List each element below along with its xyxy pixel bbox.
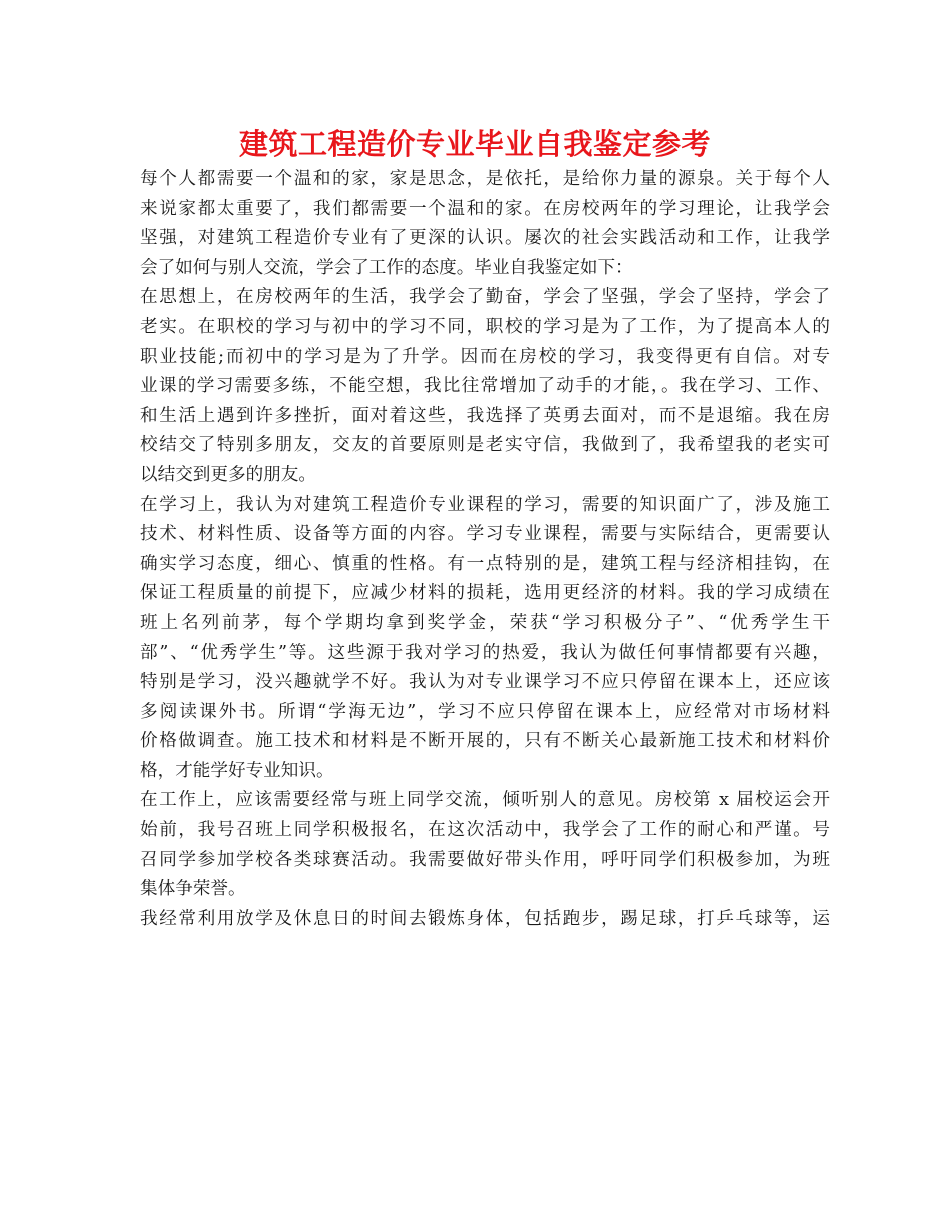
text-line: 集体争荣誉。 xyxy=(140,879,246,900)
text-line: 坚强，对建筑工程造价专业有了更深的认识。屡次的社会实践活动和工作，让我学 xyxy=(140,228,830,249)
text-line: 召同学参加学校各类球赛活动。我需要做好带头作用，呼吁同学们积极参加，为班 xyxy=(140,849,830,870)
text-line: 技术、材料性质、设备等方面的内容。学习专业课程，需要与实际结合，更需要认 xyxy=(140,524,830,545)
text-line: 确实学习态度，细心、慎重的性格。有一点特别的是，建筑工程与经济相挂钩，在 xyxy=(140,553,830,574)
text-line: 校结交了特别多朋友，交友的首要原则是老实守信，我做到了，我希望我的老实可 xyxy=(140,435,830,456)
text-line: 来说家都太重要了，我们都需要一个温和的家。在房校两年的学习理论，让我学会 xyxy=(140,198,830,219)
text-line: 价格做调查。施工技术和材料是不断开展的，只有不断关心最新施工技术和材料价 xyxy=(140,731,830,752)
text-line: 在思想上，在房校两年的生活，我学会了勤奋，学会了坚强，学会了坚持，学会了 xyxy=(140,287,830,308)
text-line: 会了如何与别人交流，学会了工作的态度。毕业自我鉴定如下： xyxy=(140,257,633,278)
text-line: 我经常利用放学及休息日的时间去锻炼身体，包括跑步，踢足球，打乒乓球等，运 xyxy=(140,908,830,929)
text-line: 保证工程质量的前提下，应减少材料的损耗，选用更经济的材料。我的学习成绩在 xyxy=(140,583,830,604)
text-line: 始前，我号召班上同学积极报名，在这次活动中，我学会了工作的耐心和严谨。号 xyxy=(140,820,830,841)
text-line: 格，才能学好专业知识。 xyxy=(140,760,334,781)
text-line: 班上名列前茅，每个学期均拿到奖学金，荣获“学习积极分子”、“优秀学生干 xyxy=(140,612,830,633)
text-line: 在学习上，我认为对建筑工程造价专业课程的学习，需要的知识面广了，涉及施工 xyxy=(140,494,830,515)
document-title: 建筑工程造价专业毕业自我鉴定参考 xyxy=(238,127,711,161)
text-line: 和生活上遇到许多挫折，面对着这些，我选择了英勇去面对，而不是退缩。我在房 xyxy=(140,405,830,426)
text-line: 部”、“优秀学生”等。这些源于我对学习的热爱，我认为做任何事情都要有兴趣， xyxy=(140,642,830,663)
text-line: 特别是学习，没兴趣就学不好。我认为对专业课学习不应只停留在课本上，还应该 xyxy=(140,672,830,693)
text-line: 业课的学习需要多练，不能空想，我比往常增加了动手的才能，。我在学习、工作、 xyxy=(140,376,830,397)
text-line: 老实。在职校的学习与初中的学习不同，职校的学习是为了工作，为了提高本人的 xyxy=(140,316,830,337)
text-line: 以结交到更多的朋友。 xyxy=(140,464,316,485)
text-line: 多阅读课外书。所谓“学海无边”，学习不应只停留在课本上，应经常对市场材料 xyxy=(140,701,830,722)
text-line: 在工作上，应该需要经常与班上同学交流，倾听别人的意见。房校第 x 届校运会开 xyxy=(140,790,830,811)
document-body xyxy=(140,165,830,934)
text-line: 职业技能;而初中的学习是为了升学。因而在房校的学习，我变得更有自信。对专 xyxy=(140,346,830,367)
text-line: 每个人都需要一个温和的家，家是思念，是依托，是给你力量的源泉。关于每个人 xyxy=(140,169,830,189)
